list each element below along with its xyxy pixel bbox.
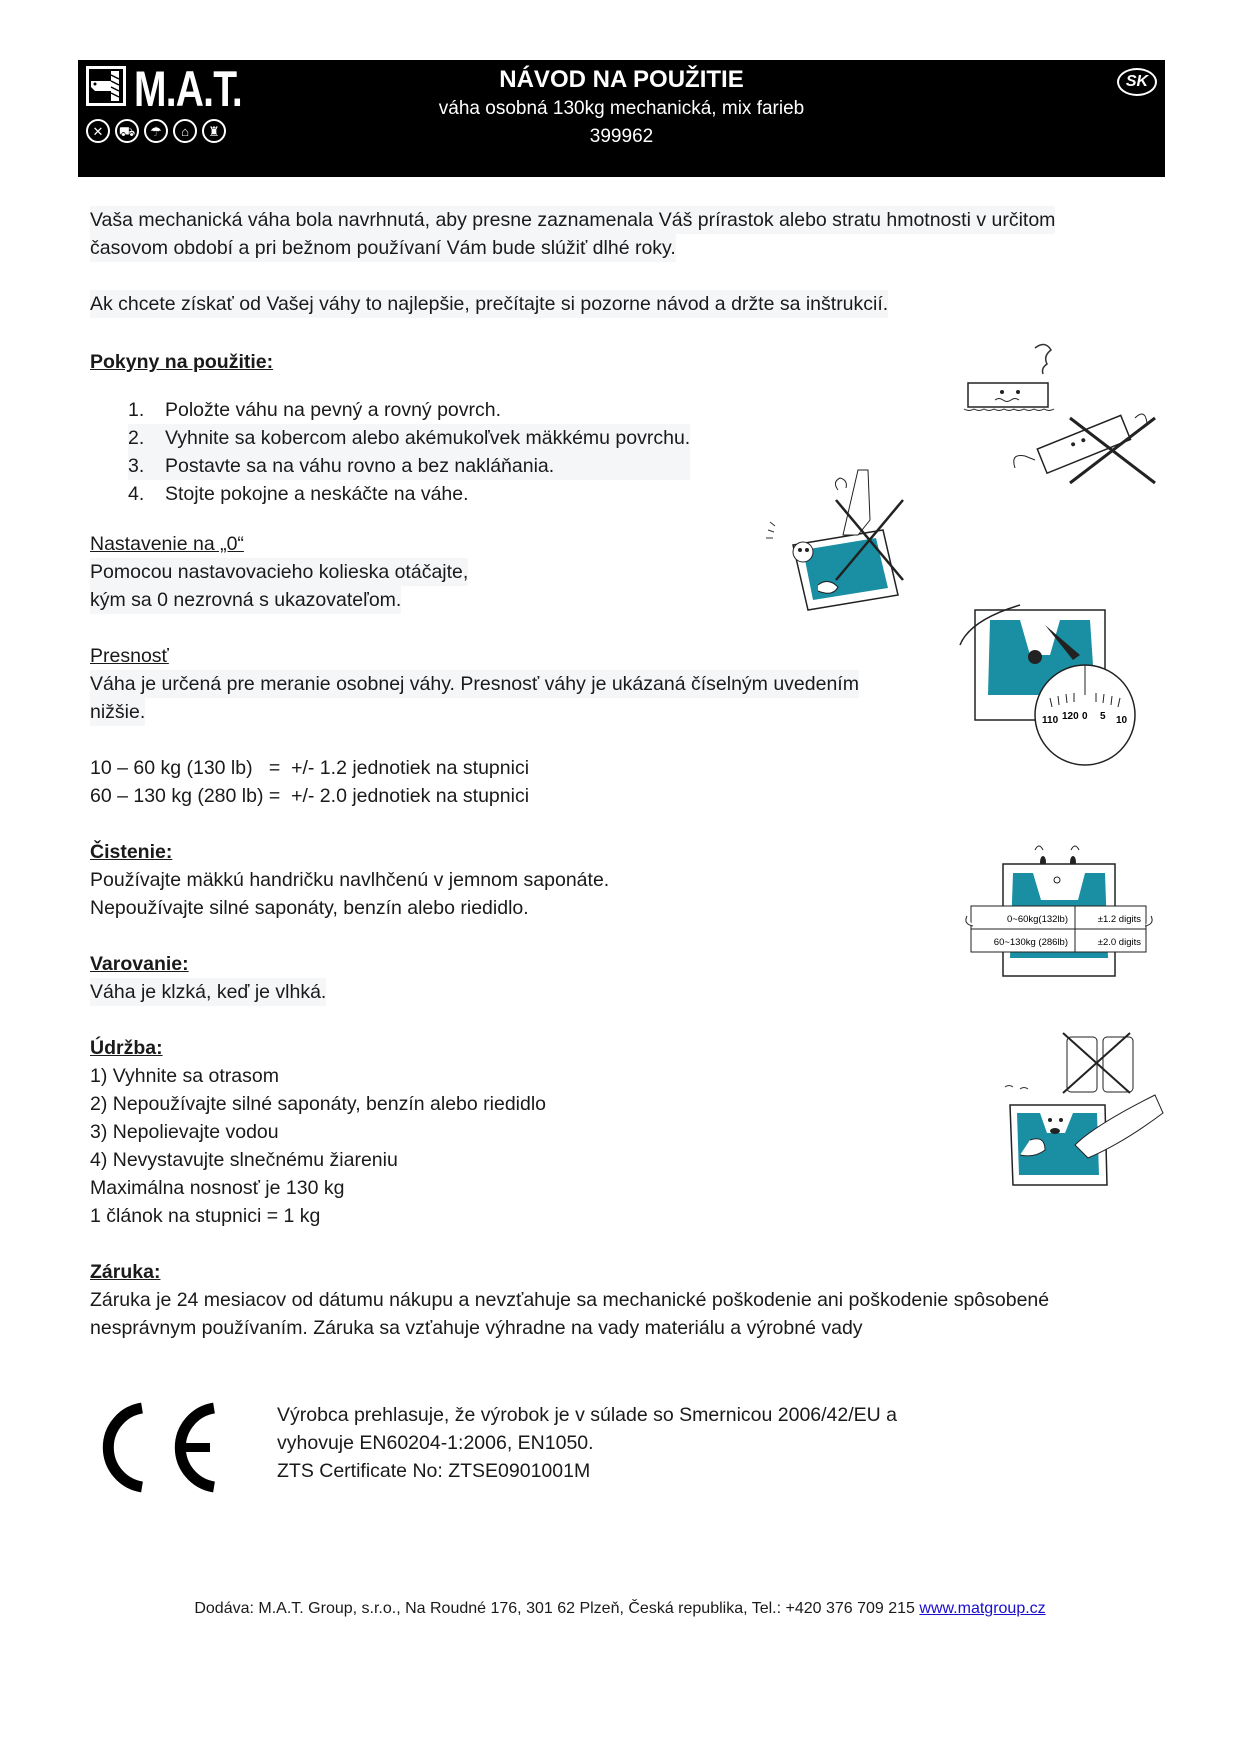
list-item: 2. Vyhnite sa kobercom alebo akémukoľvek mäkkému povrchu. — [128, 424, 690, 452]
svg-text:120: 120 — [1062, 711, 1079, 722]
list-item: 3. Postavte sa na váhu rovno a bez nakláňania. — [128, 452, 690, 480]
maintenance-line: 4) Nevystavujte slnečnému žiareniu — [90, 1149, 398, 1171]
house-icon: ⌂ — [173, 119, 197, 143]
intro-line-2: časovom období a pri bežnom používaní Vám bude slúžiť dlhé roky. — [90, 234, 676, 262]
cleaning-line-1: Používajte mäkkú handričku navlhčenú v jemnom saponáte. — [90, 869, 610, 891]
maintenance-line: 2) Nepoužívajte silné saponáty, benzín alebo riedidlo — [90, 1093, 547, 1115]
accuracy-range-2: 60 – 130 kg (280 lb) = +/- 2.0 jednotiek na stupnici — [90, 785, 530, 807]
warranty-line-2: nesprávnym používaním. Záruka sa vzťahuje výhradne na vady materiálu a výrobné vady — [90, 1317, 863, 1339]
intro-line-3: Ak chcete získať od Vašej váhy to najlepšie, prečítajte si pozorne návod a držte sa inštrukcií. — [90, 290, 888, 318]
maintenance-heading: Údržba: — [90, 1037, 163, 1059]
warning-heading: Varovanie: — [90, 953, 189, 975]
supplier-footer — [0, 1600, 1240, 1618]
svg-text:60~130kg (286lb): 60~130kg (286lb) — [993, 937, 1068, 948]
language-badge: SK — [1117, 68, 1157, 96]
illustration-no-solvents — [995, 1025, 1170, 1205]
maintenance-line: Maximálna nosnosť je 130 kg — [90, 1177, 345, 1199]
brand-name: M.A.T. — [134, 61, 242, 117]
document-header — [78, 60, 1165, 177]
list-item: 4. Stojte pokojne a neskáčte na váhe. — [128, 483, 469, 505]
product-name: váha osobná 130kg mechanická, mix farieb — [438, 98, 805, 119]
maintenance-line: 1) Vyhnite sa otrasom — [90, 1065, 279, 1087]
tools-icon: ✕ — [86, 119, 110, 143]
cleaning-line-2: Nepoužívajte silné saponáty, benzín alebo riedidlo. — [90, 897, 529, 919]
product-code: 399962 — [589, 126, 654, 147]
illustration-no-jumping — [758, 460, 923, 620]
svg-text:0~60kg(132lb): 0~60kg(132lb) — [1006, 914, 1068, 925]
supplier-text: Dodáva: M.A.T. Group, s.r.o., Na Roudné 176, 301 62 Plzeň, Česká republika, Tel.: +420 376 709 215 — [194, 1600, 920, 1617]
svg-text:±1.2 digits: ±1.2 digits — [1097, 914, 1141, 925]
website-link[interactable]: www.matgroup.cz — [919, 1600, 1046, 1617]
accuracy-line-2: nižšie. — [90, 698, 145, 726]
intro-line-1: Vaša mechanická váha bola navrhnutá, aby presne zaznamenala Váš prírastok alebo stratu hmotnosti v určitom — [90, 206, 1055, 234]
cert-line-1: Výrobca prehlasuje, že výrobok je v súlade so Smernicou 2006/42/EU a — [277, 1404, 898, 1426]
illustration-zero-dial — [950, 595, 1140, 770]
accuracy-heading: Presnosť — [90, 645, 169, 667]
zero-line-1: Pomocou nastavovacieho kolieska otáčajte, — [90, 558, 468, 586]
ce-mark-icon — [92, 1400, 222, 1495]
zero-heading: Nastavenie na „0“ — [90, 533, 244, 555]
cert-line-2: vyhovuje EN60204-1:2006, EN1050. — [277, 1432, 594, 1454]
svg-text:110: 110 — [1042, 715, 1059, 726]
svg-text:5: 5 — [1100, 711, 1106, 722]
accuracy-line-1: Váha je určená pre meranie osobnej váhy. Presnosť váhy je ukázaná číselným uvedením — [90, 670, 859, 698]
illustration-accuracy-table — [963, 838, 1158, 986]
usage-heading: Pokyny na použitie: — [90, 351, 274, 373]
cert-line-3: ZTS Certificate No: ZTSE0901001M — [277, 1460, 591, 1482]
cleaning-heading: Čistenie: — [90, 841, 173, 863]
document-title: NÁVOD NA POUŽITIE — [499, 66, 744, 93]
maintenance-line: 1 článok na stupnici = 1 kg — [90, 1205, 321, 1227]
svg-text:10: 10 — [1116, 715, 1128, 726]
warranty-heading: Záruka: — [90, 1261, 161, 1283]
svg-text:±2.0 digits: ±2.0 digits — [1097, 937, 1141, 948]
watering-can-icon: ☂ — [144, 119, 168, 143]
maintenance-line: 3) Nepolievajte vodou — [90, 1121, 279, 1143]
certification-text — [277, 1401, 897, 1485]
illustration-surface — [960, 338, 1165, 493]
svg-text:0: 0 — [1082, 711, 1088, 722]
wheelbarrow-icon: ⛟ — [115, 119, 139, 143]
fountain-icon: ♜ — [202, 119, 226, 143]
zero-line-2: kým sa 0 nezrovná s ukazovateľom. — [90, 586, 401, 614]
list-item: 1. Položte váhu na pevný a rovný povrch. — [128, 399, 502, 421]
accuracy-range-1: 10 – 60 kg (130 lb) = +/- 1.2 jednotiek na stupnici — [90, 757, 530, 779]
warning-line-1: Váha je klzká, keď je vlhká. — [90, 978, 326, 1006]
usage-list — [128, 396, 690, 508]
warranty-line-1: Záruka je 24 mesiacov od dátumu nákupu a nevzťahuje sa mechanické poškodenie ani poškodenie spôsobené — [90, 1289, 1050, 1311]
